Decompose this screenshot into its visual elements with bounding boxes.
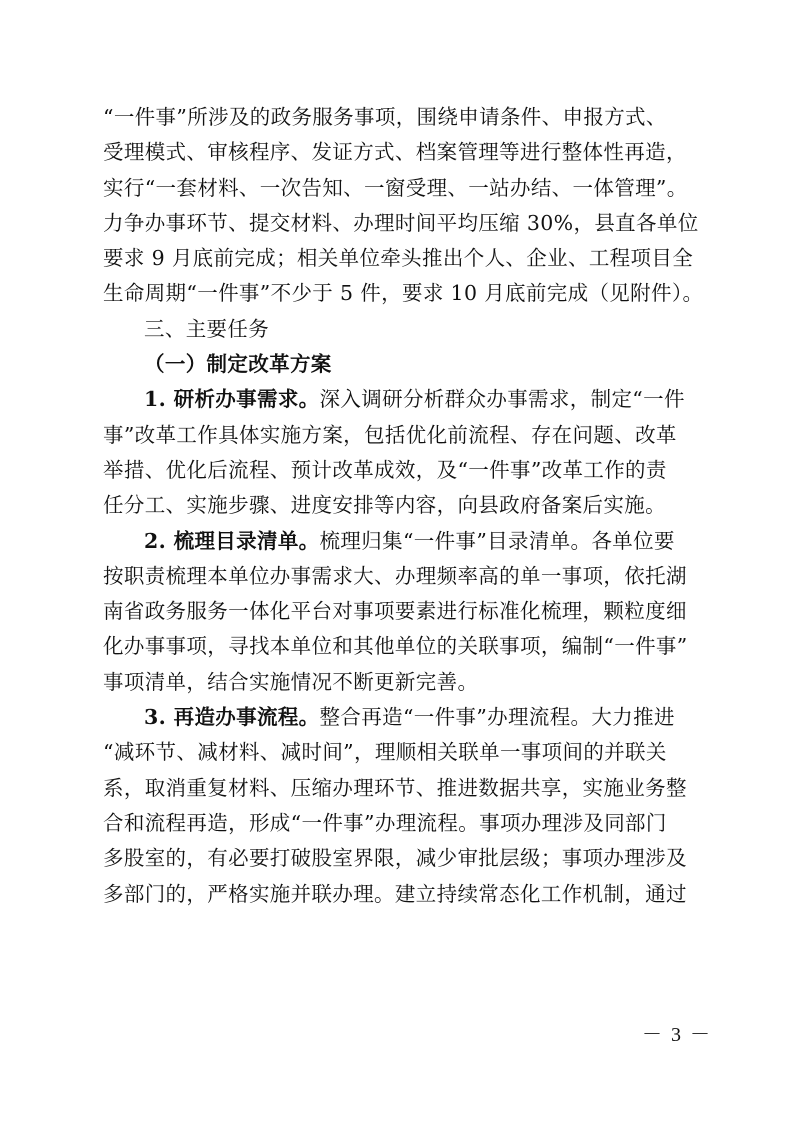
body-line: “一件事”所涉及的政务服务事项，围绕申请条件、申报方式、 xyxy=(103,105,667,129)
item-first-line xyxy=(103,700,693,735)
body-line: 生命周期“一件事”不少于 5 件，要求 10 月底前完成（见附件）。 xyxy=(103,281,704,306)
body-line: 按职责梳理本单位办事需求大、办理频率高的单一事项，依托湖 xyxy=(103,563,687,588)
page-number: － 3 － xyxy=(642,1024,712,1046)
body-line: 多部门的，严格实施并联办理。建立持续常态化工作机制，通过 xyxy=(103,881,687,906)
item-lead: 3. 再造办事流程。 xyxy=(144,705,320,730)
item-first-line xyxy=(103,524,693,559)
item-lead: 1. 研析办事需求。 xyxy=(144,387,320,412)
body-line: 要求 9 月底前完成；相关单位牵头推出个人、企业、工程项目全 xyxy=(103,246,694,271)
document-body xyxy=(103,100,704,912)
body-line: 系，取消重复材料、压缩办理环节、推进数据共享，实施业务整 xyxy=(103,775,687,800)
body-line: 多股室的，有必要打破股室界限，减少审批层级；事项办理涉及 xyxy=(103,846,687,871)
body-line: 受理模式、审核程序、发证方式、档案管理等进行整体性再造， xyxy=(103,140,687,165)
body-line: 实行“一套材料、一次告知、一窗受理、一站办结、一体管理”。 xyxy=(103,175,688,200)
body-line: 任分工、实施步骤、进度安排等内容，向县政府备案后实施。 xyxy=(103,493,666,518)
body-line: 举措、优化后流程、预计改革成效，及“一件事”改革工作的责 xyxy=(103,457,667,482)
section-heading: 三、主要任务 xyxy=(144,316,270,341)
item-first-line xyxy=(103,382,693,417)
item-text: 整合再造“一件事”办理流程。大力推进 xyxy=(319,705,675,730)
body-line: 力争办事环节、提交材料、办理时间平均压缩 30%，县直各单位 xyxy=(103,210,699,235)
item-text: 深入调研分析群众办事需求，制定“一件 xyxy=(319,387,685,412)
item-text: 梳理归集“一件事”目录清单。各单位要 xyxy=(319,528,675,553)
body-line: 事”改革工作具体实施方案，包括优化前流程、存在问题、改革 xyxy=(103,422,677,447)
body-line: 南省政务服务一体化平台对事项要素进行标准化梳理，颗粒度细 xyxy=(103,599,687,624)
subsection-heading: （一）制定改革方案 xyxy=(144,352,332,377)
body-line: “减环节、减材料、减时间”，理顺相关联单一事项间的并联关 xyxy=(103,740,667,765)
body-line: 化办事事项，寻找本单位和其他单位的关联事项，编制“一件事” xyxy=(103,634,688,659)
body-line: 合和流程再造，形成“一件事”办理流程。事项办理涉及同部门 xyxy=(103,810,667,835)
item-lead: 2. 梳理目录清单。 xyxy=(144,528,320,553)
body-line: 事项清单，结合实施情况不断更新完善。 xyxy=(103,669,479,694)
